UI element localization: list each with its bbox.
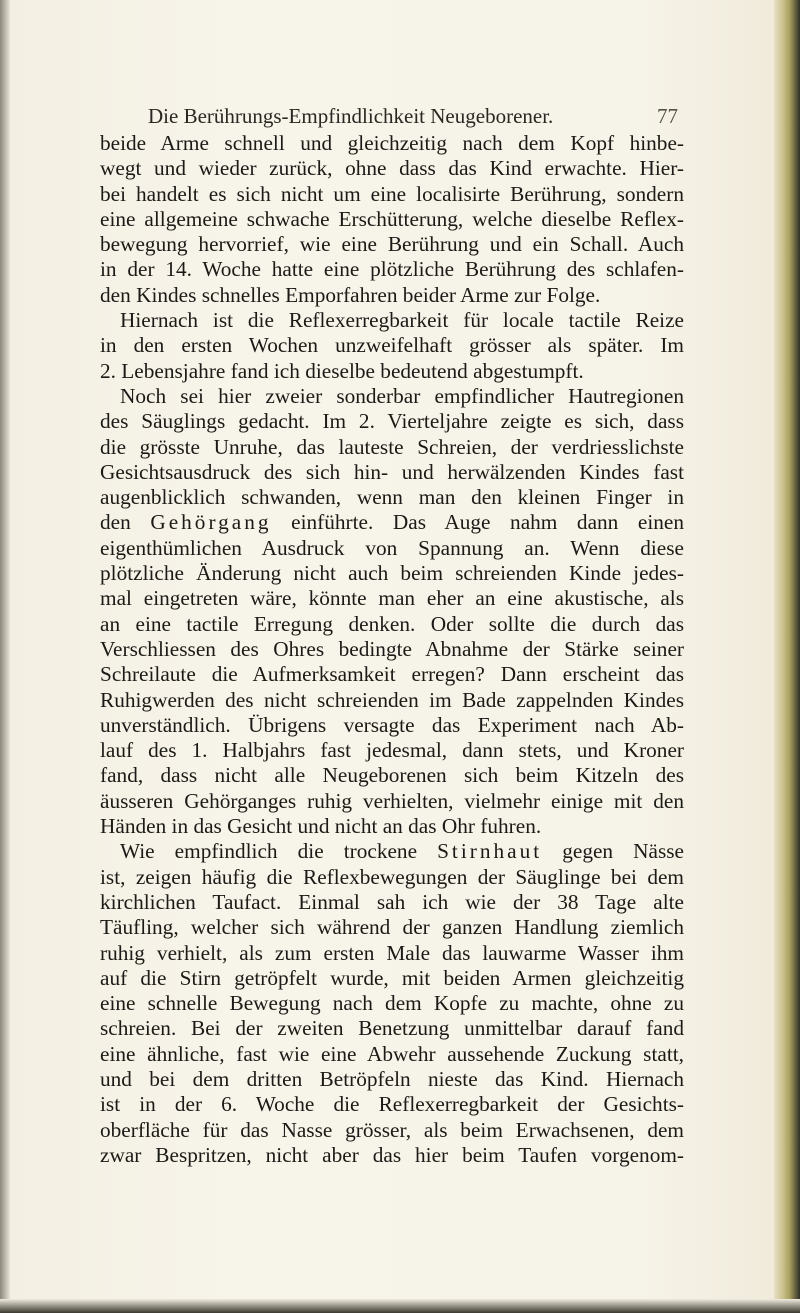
emphasized-word: Stirnhaut [437, 839, 543, 864]
text-line: auf die Stirn getröpfelt wurde, mit beiden Armen gleichzeitig [100, 965, 684, 990]
page-gutter-shadow [0, 0, 10, 1313]
text-line: und bei dem dritten Betröpfeln nieste das Kind. Hiernach [100, 1066, 684, 1091]
emphasized-word: Gehörgang [150, 510, 272, 535]
text-line: bei handelt es sich nicht um eine localisirte Berührung, sondern [100, 181, 684, 206]
page-edge-margin [774, 0, 800, 1313]
text-line: Ruhigwerden des nicht schreienden im Bade zappelnden Kindes [100, 687, 684, 712]
text-line: Täufling, welcher sich während der ganzen Handlung ziemlich [100, 915, 684, 940]
page-header [148, 104, 678, 132]
text-line: beide Arme schnell und gleichzeitig nach dem Kopf hinbe- [100, 131, 684, 155]
text-line: Händen in das Gesicht und nicht an das Ohr fuhren. [100, 814, 542, 839]
text-line-with-spaced-word [100, 839, 684, 864]
text-line: eine schnelle Bewegung nach dem Kopfe zu machte, ohne zu [100, 991, 684, 1016]
text-line-with-spaced-word [100, 510, 684, 535]
text-line: ist in der 6. Woche die Reflexerregbarkeit der Gesichts- [100, 1092, 684, 1117]
page-bottom-edge [0, 1299, 800, 1313]
text-line: an eine tactile Erregung denken. Oder sollte die durch das [100, 611, 684, 636]
text-line: 2. Lebensjahre fand ich dieselbe bedeutend abgestumpft. [100, 358, 584, 383]
text-line: eine allgemeine schwache Erschütterung, welche dieselbe Reflex- [100, 206, 684, 231]
text-line: die grösste Unruhe, das lauteste Schreien, der verdriesslichste [100, 434, 684, 459]
text-line: eigenthümlichen Ausdruck von Spannung an. Wenn diese [100, 535, 684, 560]
text-line: wegt und wieder zurück, ohne dass das Kind erwachte. Hier- [100, 156, 684, 181]
text-line: fand, dass nicht alle Neugeborenen sich beim Kitzeln des [100, 763, 684, 788]
text-line: Schreilaute die Aufmerksamkeit erregen? Dann erscheint das [100, 662, 684, 687]
text-line: in der 14. Woche hatte eine plötzliche Berührung des schlafen- [100, 257, 684, 282]
text-line: schreien. Bei der zweiten Benetzung unmittelbar darauf fand [100, 1016, 684, 1041]
text-segment: gegen Nässe [542, 839, 684, 864]
running-head: Die Berührungs-Empfindlichkeit Neugeborener. [148, 104, 554, 128]
text-line: in den ersten Wochen unzweifelhaft grösser als später. Im [100, 333, 684, 358]
body-text [100, 131, 684, 1168]
text-segment: Wie empfindlich die trockene [120, 839, 438, 864]
text-line: zwar Bespritzen, nicht aber das hier beim Taufen vorgenom- [100, 1142, 684, 1167]
text-line: plötzliche Änderung nicht auch beim schreienden Kinde jedes- [100, 561, 684, 586]
text-line: ist, zeigen häufig die Reflexbewegungen der Säuglinge bei dem [100, 864, 684, 889]
text-line: kirchlichen Taufact. Einmal sah ich wie der 38 Tage alte [100, 889, 684, 914]
text-line: Gesichtsausdruck des sich hin- und herwälzenden Kindes fast [100, 459, 684, 484]
text-line: Noch sei hier zweier sonderbar empfindlicher Hautregionen [120, 383, 684, 408]
text-line: lauf des 1. Halbjahrs fast jedesmal, dann stets, und Kroner [100, 738, 684, 763]
text-line: äusseren Gehörganges ruhig verhielten, vielmehr einige mit den [100, 788, 684, 813]
text-segment: einführte. Das Auge nahm dann einen [271, 510, 684, 535]
text-line: mal eingetreten wäre, könnte man eher an eine akustische, als [100, 586, 684, 611]
text-line: den Kindes schnelles Emporfahren beider Arme zur Folge. [100, 282, 601, 307]
text-line: des Säuglings gedacht. Im 2. Vierteljahre zeigte es sich, dass [100, 409, 684, 434]
text-line: Hiernach ist die Reflexerregbarkeit für locale tactile Reize [120, 308, 684, 333]
text-line: augenblicklich schwanden, wenn man den kleinen Finger in [100, 485, 684, 510]
text-line: bewegung hervorrief, wie eine Berührung und ein Schall. Auch [100, 232, 684, 257]
text-line: eine ähnliche, fast wie eine Abwehr aussehende Zuckung statt, [100, 1041, 684, 1066]
text-line: oberfläche für das Nasse grösser, als beim Erwachsenen, dem [100, 1117, 684, 1142]
text-line: unverständlich. Übrigens versagte das Experiment nach Ab- [100, 712, 684, 737]
page-number: 77 [657, 104, 678, 128]
text-line: ruhig verhielt, als zum ersten Male das lauwarme Wasser ihm [100, 940, 684, 965]
text-segment: den [100, 510, 151, 535]
text-line: Verschliessen des Ohres bedingte Abnahme der Stärke seiner [100, 636, 684, 661]
